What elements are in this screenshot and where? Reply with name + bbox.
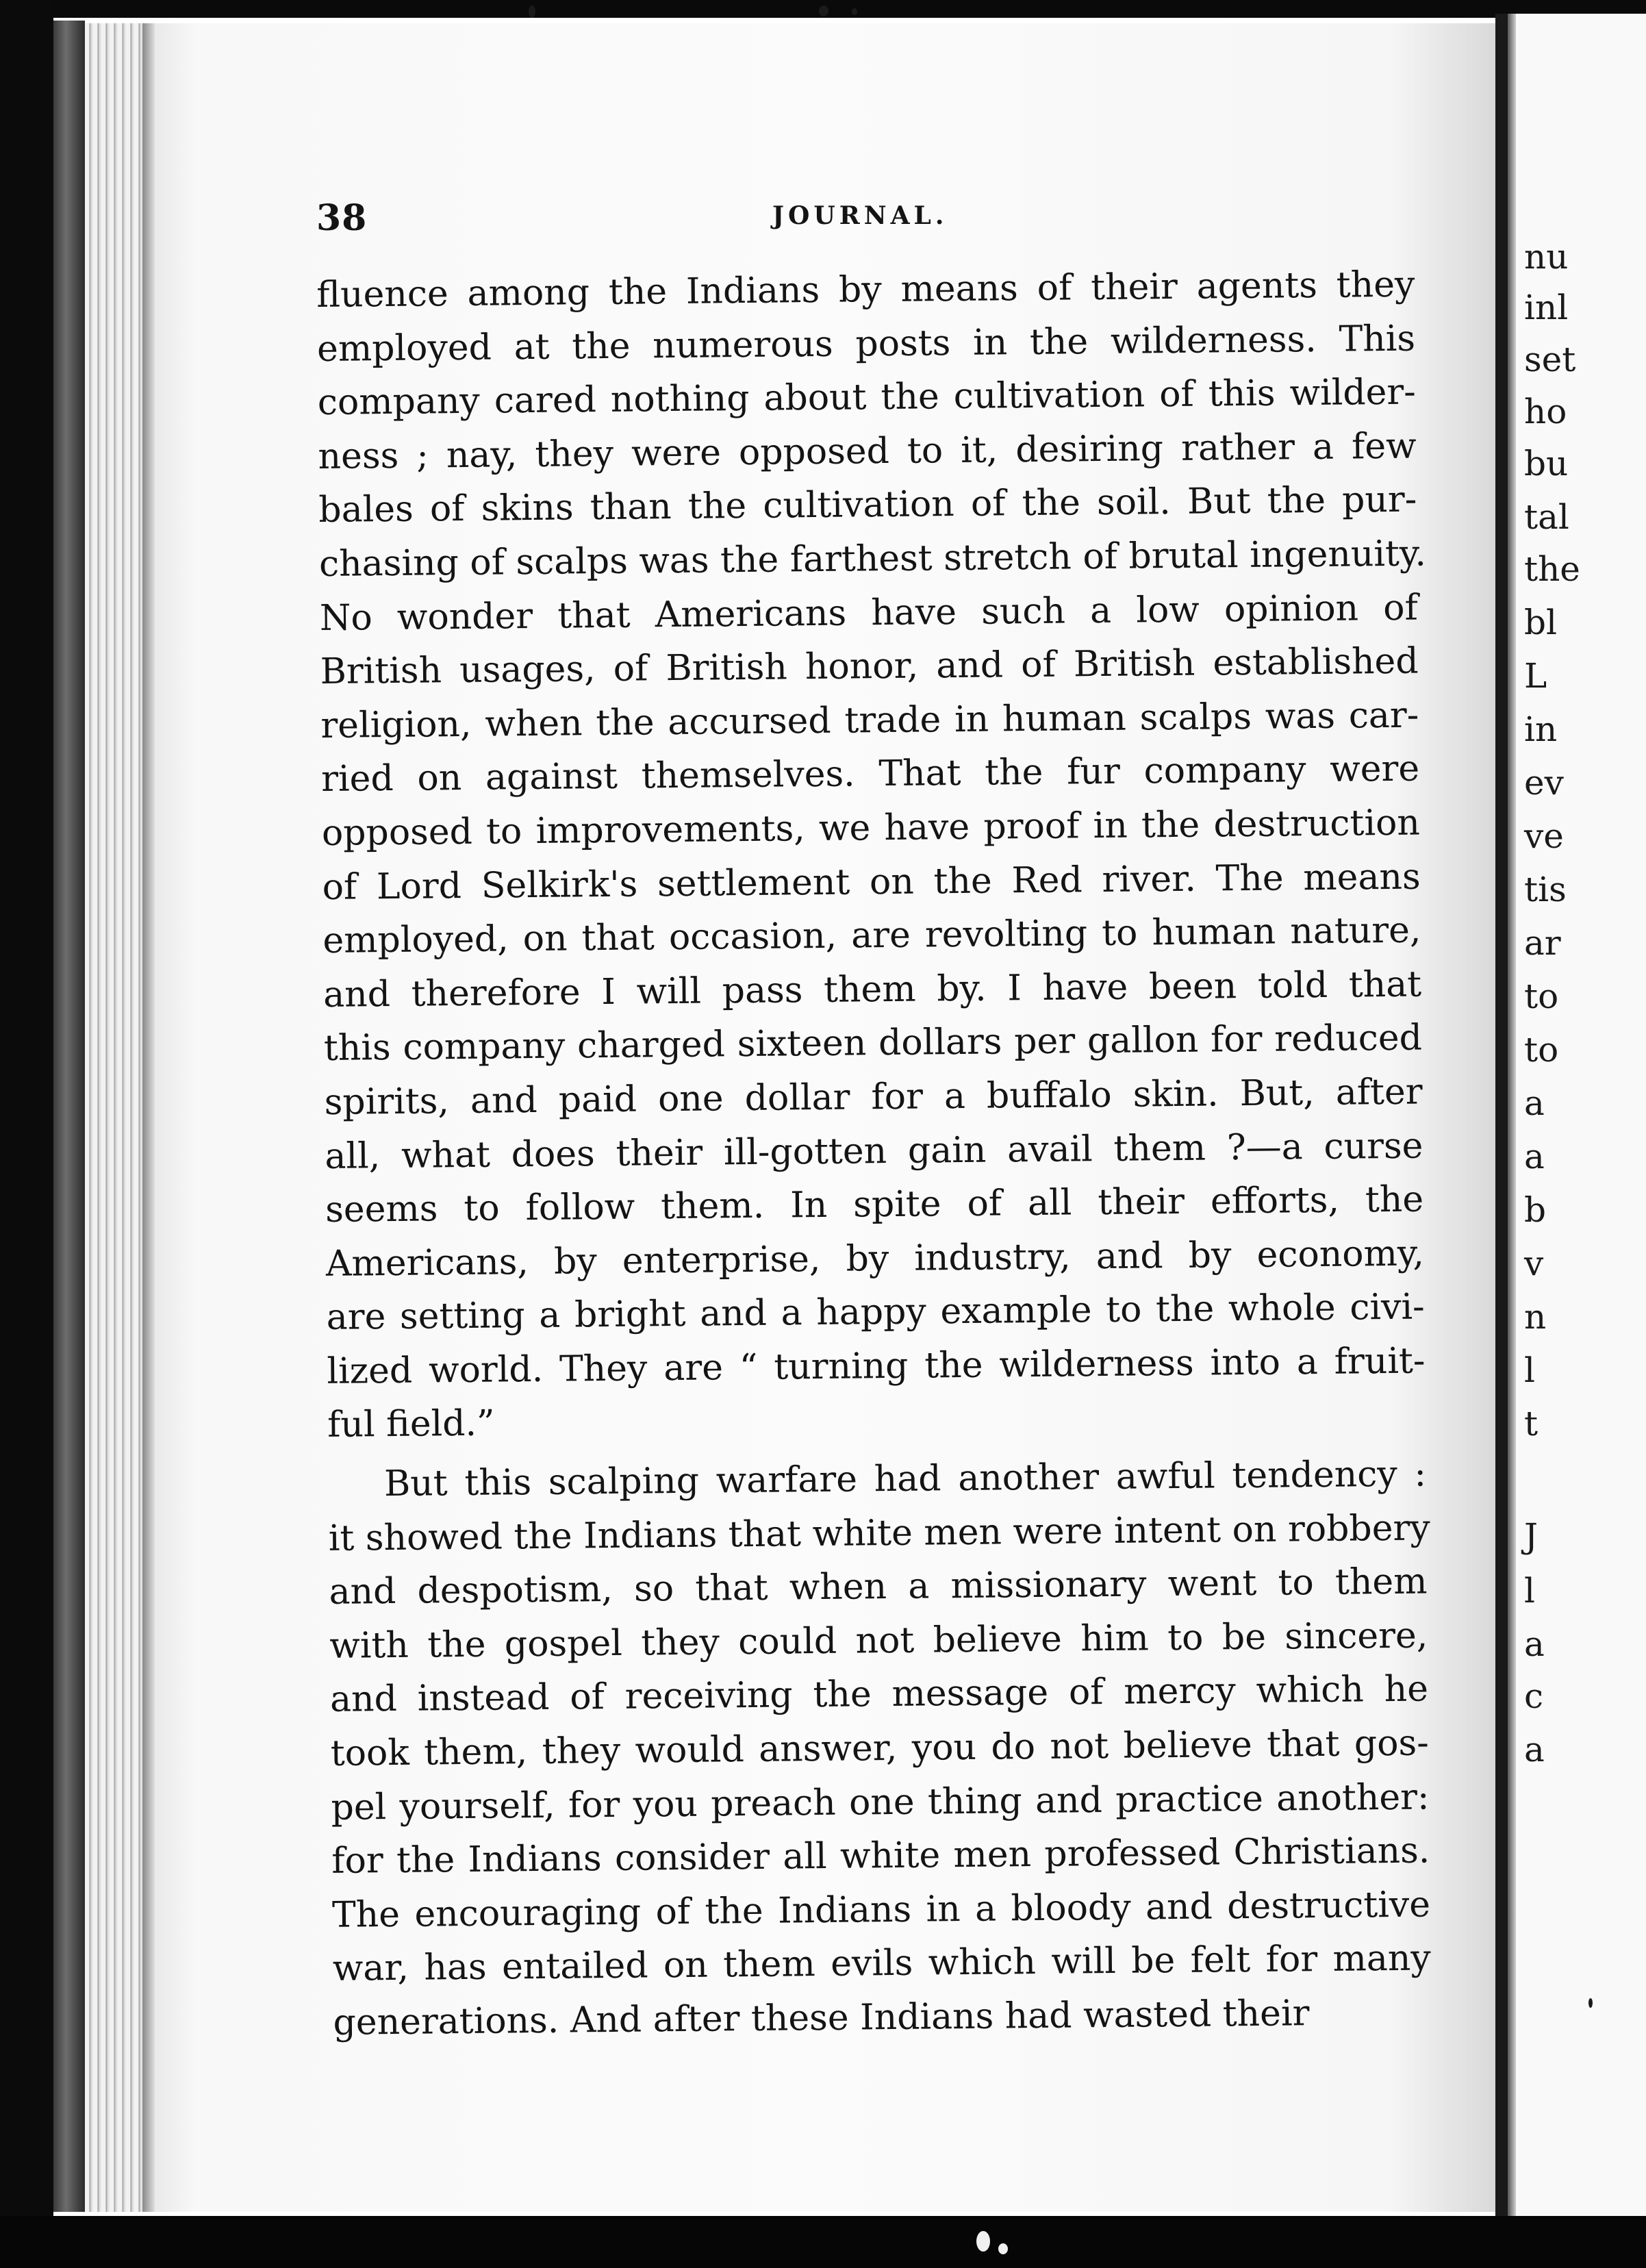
page-stack-shadow bbox=[142, 23, 156, 2212]
facing-page-fragment: to bbox=[1524, 977, 1559, 1016]
facing-page-fragment: the bbox=[1524, 549, 1580, 589]
facing-page-fragment: t bbox=[1524, 1404, 1539, 1444]
facing-page-fragment: to bbox=[1524, 1030, 1559, 1070]
facing-page-fragment: ve bbox=[1524, 816, 1564, 856]
text-line: Americans, by enterprise, by industry, and by economy, bbox=[325, 1233, 1425, 1285]
facing-page-fragment: a bbox=[1524, 1624, 1545, 1664]
facing-page-fragment: l bbox=[1524, 1571, 1535, 1611]
book-gutter bbox=[1495, 14, 1508, 2216]
text-line: and therefore I will pass them by. I have been told that bbox=[322, 963, 1422, 1016]
text-line: war, has entailed on them evils which will be felt for many bbox=[332, 1937, 1432, 1990]
facing-page-fragment: v bbox=[1524, 1244, 1544, 1283]
facing-page-fragment: n bbox=[1524, 1297, 1547, 1337]
facing-page-fragment: tis bbox=[1524, 870, 1567, 909]
text-line: and instead of receiving the message of mercy which he bbox=[329, 1668, 1429, 1721]
text-line: But this scalping warfare had another awful tendency : bbox=[383, 1453, 1427, 1505]
page-number: 38 bbox=[316, 197, 368, 239]
text-line: generations. And after these Indians had wasted their bbox=[333, 1993, 1310, 2043]
text-line: spirits, and paid one dollar for a buffalo skin. But, after bbox=[324, 1071, 1423, 1123]
text-line: it showed the Indians that white men were intent on robbery bbox=[328, 1507, 1430, 1559]
text-line: opposed to improvements, we have proof in the destruction bbox=[321, 802, 1421, 854]
text-line: bales of skins than the cultivation of the soil. But the pur- bbox=[318, 479, 1417, 531]
text-line: religion, when the accursed trade in human scalps was car- bbox=[320, 694, 1419, 746]
gutter-shadow bbox=[1508, 14, 1516, 2216]
facing-page-fragment: l bbox=[1524, 1350, 1535, 1390]
running-title: JOURNAL. bbox=[772, 201, 948, 230]
text-line: chasing of scalps was the farthest stretch of brutal ingenuity. bbox=[318, 533, 1427, 585]
facing-page-fragment: ho bbox=[1524, 392, 1567, 431]
text-line: lized world. They are “ turning the wilderness into a fruit- bbox=[327, 1340, 1426, 1392]
text-line: this company charged sixteen dollars per gallon for reduced bbox=[323, 1017, 1423, 1070]
scan-speck bbox=[529, 5, 535, 18]
text-line: and despotism, so that when a missionary went to them bbox=[329, 1561, 1428, 1613]
text-line: British usages, of British honor, and of British established bbox=[320, 640, 1419, 693]
body-text bbox=[316, 258, 1432, 2050]
text-line: The encouraging of the Indians in a bloody and destructive bbox=[331, 1884, 1431, 1936]
text-line: ness ; nay, they were opposed to it, desiring rather a few bbox=[318, 425, 1417, 477]
facing-page-fragment: in bbox=[1524, 709, 1558, 749]
facing-page-fragment: a bbox=[1524, 1083, 1545, 1123]
facing-page-fragment: bu bbox=[1524, 444, 1569, 483]
text-line: pel yourself, for you preach one thing and practice another: bbox=[331, 1776, 1430, 1828]
facing-page-fragment: set bbox=[1524, 340, 1576, 379]
text-line: all, what does their ill-gotten gain avail them ?—a curse bbox=[325, 1125, 1423, 1177]
text-line: No wonder that Americans have such a low opinion of bbox=[319, 587, 1419, 639]
scan-border-bottom bbox=[0, 2216, 1646, 2268]
facing-page-fragment: a bbox=[1524, 1137, 1545, 1176]
facing-page-fragment: c bbox=[1524, 1676, 1544, 1716]
text-line: took them, they would answer, you do not believe that gos- bbox=[330, 1722, 1430, 1774]
text-line: fluence among the Indians by means of their agents they bbox=[316, 264, 1415, 316]
facing-page-fragment: inl bbox=[1524, 288, 1569, 327]
text-line: ful field.” bbox=[327, 1403, 495, 1446]
facing-page-fragment: bl bbox=[1524, 603, 1557, 642]
text-line: company cared nothing about the cultivation of this wilder- bbox=[317, 371, 1417, 424]
scan-speck bbox=[998, 2243, 1008, 2254]
facing-page-fragment: a bbox=[1524, 1730, 1545, 1769]
facing-page-fragment: ar bbox=[1524, 923, 1561, 963]
text-line: employed, on that occasion, are revolting to human nature, bbox=[322, 909, 1421, 962]
facing-page-fragment: b bbox=[1524, 1190, 1547, 1230]
scan-speck bbox=[976, 2231, 990, 2252]
facing-page-fragment: J bbox=[1524, 1516, 1539, 1556]
text-line: employed at the numerous posts in the wilderness. This bbox=[316, 318, 1416, 370]
facing-page-fragment: ev bbox=[1524, 763, 1564, 803]
text-line: are setting a bright and a happy example to the whole civi- bbox=[326, 1286, 1425, 1339]
text-line: of Lord Selkirk's settlement on the Red river. The means bbox=[322, 856, 1421, 908]
scan-speck bbox=[819, 5, 828, 16]
facing-page-fragment: L bbox=[1524, 656, 1547, 696]
scan-speck bbox=[1588, 1998, 1593, 2008]
facing-page-fragment: nu bbox=[1524, 237, 1569, 277]
text-line: for the Indians consider all white men professed Christians. bbox=[331, 1830, 1430, 1882]
scan-speck bbox=[852, 8, 857, 15]
scan-border-left bbox=[0, 0, 53, 2268]
text-line: seems to follow them. In spite of all their efforts, the bbox=[325, 1179, 1424, 1231]
facing-page-fragment: tal bbox=[1524, 497, 1569, 537]
book-cover-edge bbox=[53, 21, 85, 2212]
text-line: with the gospel they could not believe him to be sincere, bbox=[329, 1615, 1428, 1667]
text-line: ried on against themselves. That the fur company were bbox=[320, 748, 1420, 801]
